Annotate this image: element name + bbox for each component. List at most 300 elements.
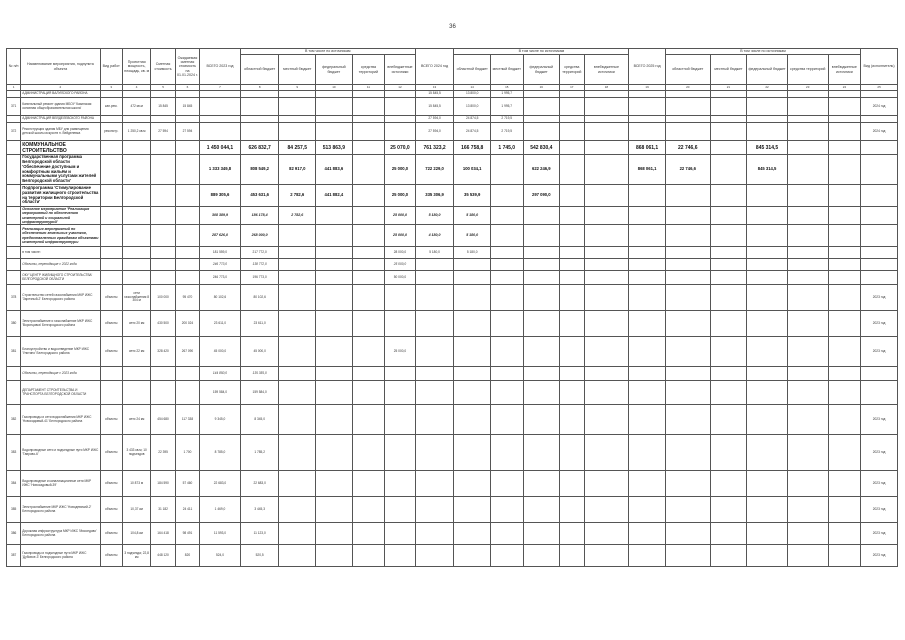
table-cell [523, 91, 560, 98]
table-cell [747, 471, 788, 497]
table-cell: 22 683,0 [200, 471, 241, 497]
table-cell [352, 247, 385, 259]
table-cell: 246 773,0 [200, 271, 241, 285]
column-number: 22 [747, 85, 788, 91]
table-cell [560, 523, 584, 545]
table-cell: объекты [100, 405, 122, 435]
table-cell [665, 247, 710, 259]
table-cell [828, 545, 861, 567]
table-cell [151, 381, 175, 405]
column-number: 25 [861, 85, 898, 91]
hdr-no: № п/п [7, 49, 21, 85]
hdr-sub: областной бюджет [454, 55, 491, 85]
table-cell: 8 785,0 [200, 435, 241, 471]
table-cell [787, 435, 828, 471]
table-cell [279, 337, 316, 367]
hdr-sub: внебюджетные источники [584, 55, 629, 85]
table-cell: 25 070,0 [385, 141, 416, 155]
table-cell [352, 207, 385, 225]
table-cell [523, 98, 560, 116]
table-cell [490, 271, 523, 285]
table-cell [861, 207, 898, 225]
table-cell [415, 285, 454, 311]
table-cell [584, 271, 629, 285]
table-cell [665, 367, 710, 381]
table-cell [316, 337, 353, 367]
table-cell [385, 497, 416, 523]
table-cell [415, 497, 454, 523]
column-number: 5 [151, 85, 175, 91]
hdr-total-2025: ВСЕГО 2025 год [629, 49, 666, 85]
table-cell [629, 185, 666, 207]
table-cell [7, 225, 21, 247]
table-cell [861, 367, 898, 381]
table-cell [490, 523, 523, 545]
table-cell [787, 381, 828, 405]
table-cell: 381 [7, 337, 21, 367]
table-cell [710, 123, 747, 141]
column-number: 20 [665, 85, 710, 91]
table-cell [560, 155, 584, 185]
table-cell [560, 207, 584, 225]
table-cell [584, 259, 629, 271]
table-cell [279, 523, 316, 545]
table-cell [828, 98, 861, 116]
table-cell: 2023 год [861, 337, 898, 367]
table-cell: объекты [100, 545, 122, 567]
table-cell [7, 367, 21, 381]
table-cell [279, 259, 316, 271]
table-cell [828, 91, 861, 98]
table-cell [415, 271, 454, 285]
table-cell [560, 91, 584, 98]
row-name-cell: Объекты, переходящие с 2022 года [21, 259, 100, 271]
table-cell: 622 246,9 [523, 155, 560, 185]
table-cell: 98 491 [175, 523, 199, 545]
table-cell [100, 225, 122, 247]
table-cell [828, 285, 861, 311]
column-number: 17 [560, 85, 584, 91]
table-cell: 2 782,6 [279, 207, 316, 225]
table-cell [316, 381, 353, 405]
table-cell [385, 381, 416, 405]
table-cell: сети газоснабжения 8 304 м [122, 285, 150, 311]
hdr-sub: средства территорий [560, 55, 584, 85]
table-cell [665, 116, 710, 123]
table-cell [240, 123, 279, 141]
table-cell [747, 337, 788, 367]
table-cell [279, 98, 316, 116]
table-cell: 542 830,4 [523, 141, 560, 155]
table-cell [415, 337, 454, 367]
row-name-cell: Строительство сетей газоснабжения МКР ИЖС 'Заречный-2' Белгородского района [21, 285, 100, 311]
table-cell [352, 405, 385, 435]
table-cell [861, 271, 898, 285]
table-cell [490, 311, 523, 337]
table-cell: 328 420 [151, 337, 175, 367]
table-cell: 135 355,0 [240, 367, 279, 381]
table-cell: 25 000,0 [385, 185, 416, 207]
table-cell [629, 207, 666, 225]
table-cell [629, 523, 666, 545]
table-cell: 23 611,0 [200, 311, 241, 337]
table-cell [787, 367, 828, 381]
table-cell [665, 225, 710, 247]
table-cell: 217 772,0 [240, 247, 279, 259]
table-cell: 430 500 [151, 311, 175, 337]
table-cell [352, 285, 385, 311]
table-cell [454, 523, 491, 545]
table-cell: 27 594,0 [415, 116, 454, 123]
column-number: 24 [828, 85, 861, 91]
table-cell [385, 285, 416, 311]
table-cell [100, 185, 122, 207]
table-cell [665, 337, 710, 367]
row-name-cell: Дорожная инфраструктура МКР ИЖС 'Мясоедово' Белгородского района [21, 523, 100, 545]
table-cell: 138 772,0 [240, 259, 279, 271]
table-cell [828, 471, 861, 497]
table-cell [747, 259, 788, 271]
table-cell [122, 91, 150, 98]
table-cell [629, 271, 666, 285]
table-cell [665, 98, 710, 116]
table-cell: 382 [7, 405, 21, 435]
table-cell [316, 435, 353, 471]
table-cell [584, 545, 629, 567]
table-cell [200, 123, 241, 141]
table-cell [747, 311, 788, 337]
table-cell [316, 523, 353, 545]
table-row [7, 285, 898, 311]
table-cell [316, 405, 353, 435]
table-cell [490, 367, 523, 381]
table-cell [584, 367, 629, 381]
hdr-sub: местный бюджет [279, 55, 316, 85]
table-cell [100, 381, 122, 405]
table-cell: 25 000,0 [385, 225, 416, 247]
table-cell: 372 [7, 123, 21, 141]
table-cell [490, 435, 523, 471]
table-cell [629, 405, 666, 435]
table-cell [747, 116, 788, 123]
column-number: 7 [200, 85, 241, 91]
row-name-cell: Объекты, переходящие с 2023 года [21, 367, 100, 381]
table-cell [7, 381, 21, 405]
table-cell: 80 102,6 [240, 285, 279, 311]
table-cell [100, 141, 122, 155]
table-cell [279, 367, 316, 381]
table-cell [454, 545, 491, 567]
table-cell: 159 584,0 [240, 381, 279, 405]
table-cell [861, 381, 898, 405]
table-cell [279, 247, 316, 259]
hdr-name: Наименование мероприятия, подпункта объекта [21, 49, 100, 85]
table-cell: 845 314,5 [747, 141, 788, 155]
table-cell [352, 98, 385, 116]
table-cell [629, 497, 666, 523]
table-cell [629, 123, 666, 141]
table-cell [828, 225, 861, 247]
table-cell [584, 311, 629, 337]
table-cell [828, 497, 861, 523]
table-cell [523, 405, 560, 435]
table-cell: 2023 год [861, 497, 898, 523]
table-cell: 626 832,7 [240, 141, 279, 155]
table-cell [352, 471, 385, 497]
hdr-sub: внебюджетные источники [828, 55, 861, 85]
table-cell [710, 497, 747, 523]
table-cell [122, 247, 150, 259]
hdr-total-2023: ВСЕГО 2023 год [200, 49, 241, 85]
column-number: 16 [523, 85, 560, 91]
table-row [7, 435, 898, 471]
table-cell: 2023 год [861, 523, 898, 545]
table-cell [629, 471, 666, 497]
table-row [7, 98, 898, 116]
table-cell [665, 91, 710, 98]
table-cell [665, 471, 710, 497]
table-cell [385, 405, 416, 435]
table-cell: 117 338 [175, 405, 199, 435]
table-cell [560, 285, 584, 311]
table-cell [828, 337, 861, 367]
table-cell [316, 259, 353, 271]
table-cell [584, 91, 629, 98]
table-row [7, 311, 898, 337]
table-cell [7, 155, 21, 185]
row-name-cell: Водопроводные и канализационные сети МКР ИЖС 'Новосадовый-39' [21, 471, 100, 497]
table-cell: сети 20 км [122, 311, 150, 337]
table-cell [151, 116, 175, 123]
table-cell: 95 470 [175, 285, 199, 311]
table-cell [122, 185, 150, 207]
table-cell [747, 405, 788, 435]
table-cell: 11 593,0 [200, 523, 241, 545]
table-cell [385, 311, 416, 337]
table-cell [747, 98, 788, 116]
table-cell [279, 116, 316, 123]
table-cell [629, 311, 666, 337]
column-number: 13 [415, 85, 454, 91]
hdr-total-2024: ВСЕГО 2024 год [415, 49, 454, 85]
table-cell [316, 123, 353, 141]
hdr-sub: местный бюджет [490, 55, 523, 85]
table-cell [787, 471, 828, 497]
hdr-sub: областной бюджет [665, 55, 710, 85]
table-cell [787, 207, 828, 225]
table-cell [665, 311, 710, 337]
table-cell [352, 271, 385, 285]
table-cell: 472 кв.м [122, 98, 150, 116]
table-cell [415, 435, 454, 471]
table-cell: 1 995,7 [490, 91, 523, 98]
table-cell [787, 271, 828, 285]
table-cell: объекты [100, 285, 122, 311]
table-cell [385, 545, 416, 567]
table-cell [710, 405, 747, 435]
table-cell [352, 185, 385, 207]
column-number: 23 [787, 85, 828, 91]
table-cell [861, 185, 898, 207]
table-cell [454, 311, 491, 337]
table-cell [584, 405, 629, 435]
table-cell [122, 225, 150, 247]
table-cell [828, 271, 861, 285]
column-number: 10 [316, 85, 353, 91]
table-cell [828, 141, 861, 155]
column-number: 21 [710, 85, 747, 91]
table-cell: 24 411 [175, 497, 199, 523]
hdr-kind: Вид работ [100, 49, 122, 85]
table-cell [665, 285, 710, 311]
table-cell [490, 185, 523, 207]
table-cell [352, 225, 385, 247]
table-cell [584, 207, 629, 225]
table-cell [240, 116, 279, 123]
hdr-customer: Вид (исполнитель) [861, 49, 898, 85]
table-cell: 31 182 [151, 497, 175, 523]
table-cell [747, 285, 788, 311]
table-cell [787, 247, 828, 259]
table-cell [415, 471, 454, 497]
table-cell [122, 259, 150, 271]
table-cell [629, 259, 666, 271]
hdr-cost: Сметная стоимость [151, 49, 175, 85]
table-cell [861, 247, 898, 259]
table-cell [316, 225, 353, 247]
table-cell [100, 207, 122, 225]
table-cell: 22 395 [151, 435, 175, 471]
table-cell [828, 247, 861, 259]
table-cell [629, 285, 666, 311]
table-cell [710, 271, 747, 285]
table-cell [665, 545, 710, 567]
table-cell: 28 000,0 [385, 247, 416, 259]
table-cell [175, 225, 199, 247]
table-cell: 5 180,0 [415, 207, 454, 225]
table-cell [454, 271, 491, 285]
row-name-cell: АДМИНИСТРАЦИЯ ВЕЙДЕЛЕВСКОГО РАЙОНА [21, 116, 100, 123]
table-cell: 2024 год [861, 123, 898, 141]
table-cell [861, 91, 898, 98]
table-cell [584, 471, 629, 497]
table-cell [316, 471, 353, 497]
hdr-sub: средства территорий [787, 55, 828, 85]
table-cell [861, 259, 898, 271]
table-cell [584, 381, 629, 405]
table-cell: 181 559,0 [200, 247, 241, 259]
table-cell [175, 259, 199, 271]
table-cell: 2 782,6 [279, 185, 316, 207]
table-cell [279, 225, 316, 247]
table-cell: 308 389,9 [200, 207, 241, 225]
table-cell [316, 116, 353, 123]
table-cell [279, 471, 316, 497]
table-cell [747, 207, 788, 225]
table-cell [490, 207, 523, 225]
table-cell: 384 [7, 471, 21, 497]
table-cell [352, 497, 385, 523]
table-cell [7, 116, 21, 123]
table-cell: 1 785,2 [240, 435, 279, 471]
table-cell [175, 116, 199, 123]
table-cell [787, 141, 828, 155]
table-cell [861, 141, 898, 155]
table-cell [316, 497, 353, 523]
table-cell [490, 259, 523, 271]
table-cell [385, 98, 416, 116]
table-cell: 2 719,5 [490, 116, 523, 123]
table-cell [523, 523, 560, 545]
table-cell [787, 337, 828, 367]
table-cell [584, 141, 629, 155]
hdr-group-2024: В том числе по источникам [454, 49, 629, 55]
table-cell [665, 185, 710, 207]
table-cell: 4 180,0 [415, 225, 454, 247]
table-cell: 15 845 [151, 98, 175, 116]
table-cell [352, 435, 385, 471]
table-cell: 100 000 [151, 285, 175, 311]
table-cell [560, 435, 584, 471]
row-name-cell: ОКУ 'ЦЕНТР ЖИЛИЩНОГО СТРОИТЕЛЬСТВА' БЕЛГОРОДСКОЙ ОБЛАСТИ [21, 271, 100, 285]
table-cell [490, 155, 523, 185]
row-name-cell: Водопроводные сети и подъездные пути МКР ИЖС 'Таврово-6' [21, 435, 100, 471]
table-body [7, 91, 898, 567]
table-cell [385, 367, 416, 381]
table-cell [710, 98, 747, 116]
table-cell: 448 120 [151, 545, 175, 567]
table-row [7, 141, 898, 155]
column-number: 2 [21, 85, 100, 91]
table-cell [747, 523, 788, 545]
table-cell [828, 116, 861, 123]
table-cell [7, 185, 21, 207]
row-name-cell: ДЕПАРТАМЕНТ СТРОИТЕЛЬСТВА И ТРАНСПОРТА БЕЛГОРОДСКОЙ ОБЛАСТИ [21, 381, 100, 405]
table-cell: 808 549,2 [240, 155, 279, 185]
table-cell [710, 225, 747, 247]
table-cell [151, 141, 175, 155]
table-cell [151, 367, 175, 381]
table-cell [316, 91, 353, 98]
table-cell: реконстр. [100, 123, 122, 141]
table-cell [560, 98, 584, 116]
table-cell: 11 123,0 [240, 523, 279, 545]
table-cell [352, 523, 385, 545]
table-cell: 387 [7, 545, 21, 567]
table-cell: 22 746,6 [665, 141, 710, 155]
table-cell [747, 225, 788, 247]
table-cell [122, 207, 150, 225]
table-cell: 386 [7, 523, 21, 545]
table-cell [629, 337, 666, 367]
column-number: 6 [175, 85, 199, 91]
row-name-cell: Подпрограмма 'Стимулирование развития жилищного строительства на территории Белгородской области' [21, 185, 100, 207]
table-cell [279, 381, 316, 405]
table-cell [828, 207, 861, 225]
table-cell: объекты [100, 523, 122, 545]
table-cell: 1 250,2 кв.м [122, 123, 150, 141]
table-cell [240, 98, 279, 116]
table-cell [352, 337, 385, 367]
table-cell [385, 435, 416, 471]
table-cell [710, 185, 747, 207]
table-cell [175, 91, 199, 98]
table-cell [122, 381, 150, 405]
table-cell: 889 305,6 [200, 185, 241, 207]
table-cell [490, 225, 523, 247]
table-cell [122, 141, 150, 155]
table-cell: 22 683,0 [240, 471, 279, 497]
